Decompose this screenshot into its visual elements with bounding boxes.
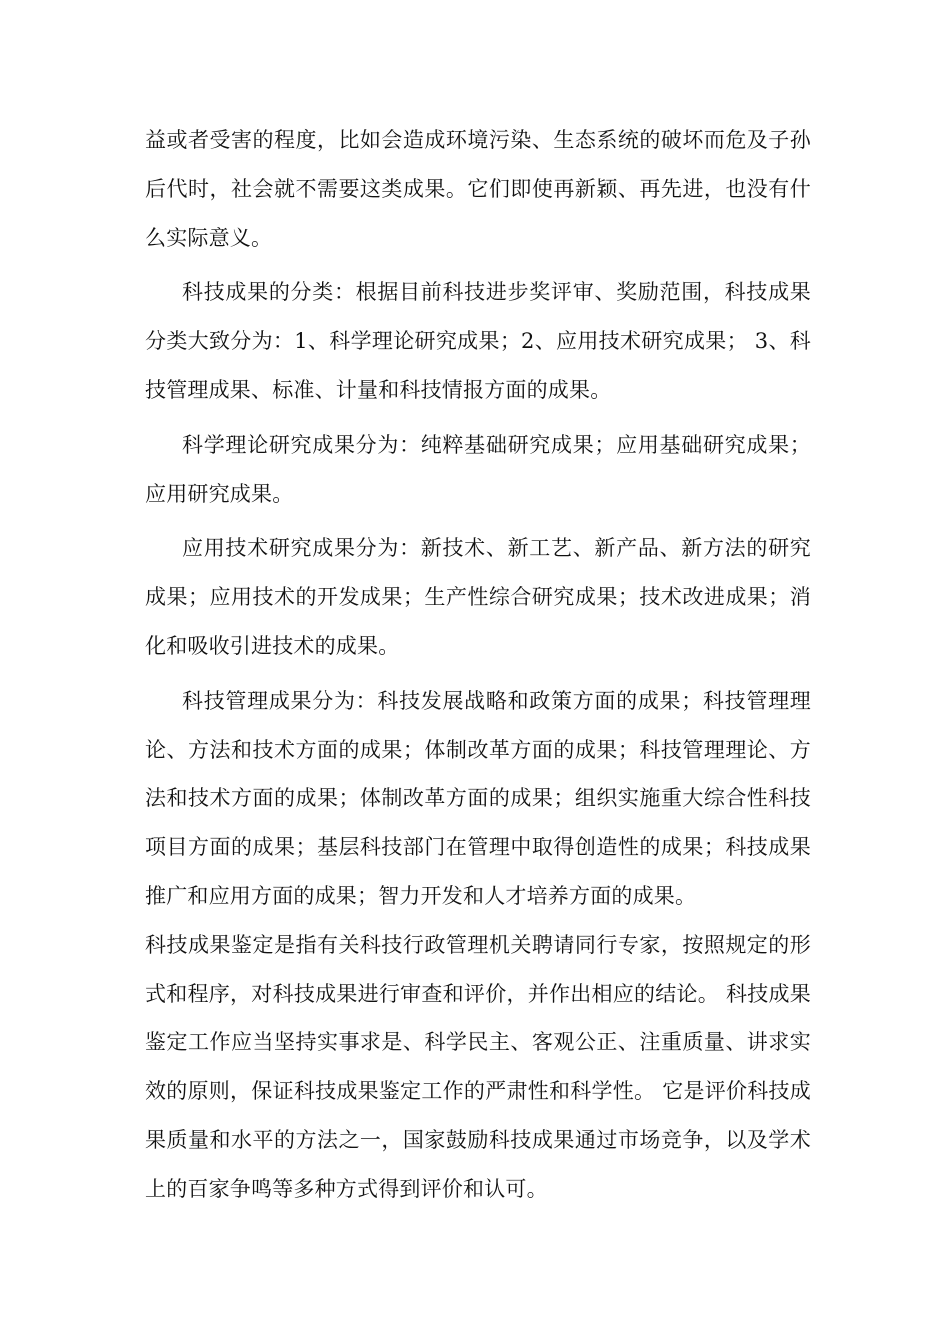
paragraph-applied-tech-results: 应用技术研究成果分为：新技术、新工艺、新产品、新方法的研究成果；应用技术的开发成果；生产性综合研究成果；技术改进成果；消化和吸收引进技术的成果。 — [145, 536, 811, 658]
paragraph-appraisal: 科技成果鉴定是指有关科技行政管理机关聘请同行专家，按照规定的形式和程序，对科技成果进行审查和评价，并作出相应的结论。 科技成果鉴定工作应当坚持实事求是、科学民主、客观公正、注重质量、讲求实效的原则，保证科技成果鉴定工作的严肃性和科学性。 它是评价科技成果质量和水平的方法之一，国家鼓励科技成果通过市场竞争，以及学术上的百家争鸣等多种方式得到评价和认可。 — [145, 932, 811, 1201]
paragraph-management-results: 科技管理成果分为：科技发展战略和政策方面的成果；科技管理理论、方法和技术方面的成果；体制改革方面的成果；科技管理理论、方法和技术方面的成果；体制改革方面的成果；组织实施重大综合性科技项目方面的成果；基层科技部门在管理中取得创造性的成果；科技成果推广和应用方面的成果；智力开发和人才培养方面的成果。 — [145, 688, 811, 908]
document-body — [145, 116, 811, 1214]
paragraph-consequence: 益或者受害的程度，比如会造成环境污染、生态系统的破坏而危及子孙后代时，社会就不需要这类成果。它们即使再新颖、再先进，也没有什么实际意义。 — [145, 128, 811, 250]
paragraph-classification: 科技成果的分类：根据目前科技进步奖评审、奖励范围，科技成果分类大致分为：1、科学理论研究成果；2、应用技术研究成果； 3、科技管理成果、标准、计量和科技情报方面的成果。 — [145, 280, 811, 402]
paragraph-theory-results: 科学理论研究成果分为：纯粹基础研究成果；应用基础研究成果；应用研究成果。 — [145, 432, 811, 506]
